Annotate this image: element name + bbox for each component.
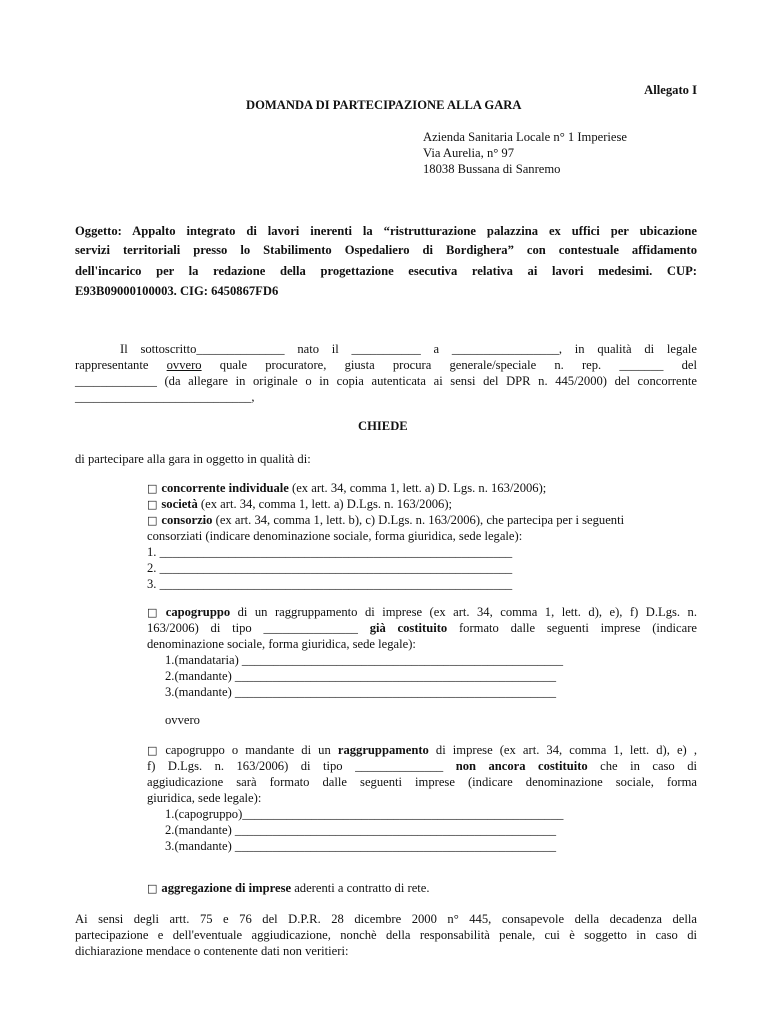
- capogruppo-line: 163/2006) di tipo _______________ già costituito formato dalle seguenti imprese (indicare: [147, 621, 697, 635]
- option-concorrente-individuale[interactable]: □ concorrente individuale (ex art. 34, comma 1, lett. a) D. Lgs. n. 163/2006);: [147, 481, 547, 495]
- capogruppo-mandante-line: aggiudicazione sarà formato dalle seguenti imprese (indicare denominazione sociale, forma: [147, 775, 697, 789]
- attachment-label: Allegato I: [644, 83, 697, 97]
- capogruppo-line: denominazione sociale, forma giuridica, sede legale):: [147, 637, 416, 651]
- subject-line: Oggetto: Appalto integrato di lavori inerenti la “ristrutturazione palazzina ex uffici per ubicazione: [75, 224, 697, 238]
- participation-intro: di partecipare alla gara in oggetto in qualità di:: [75, 452, 311, 466]
- intro-line: _____________ (da allegare in originale o in copia autenticata ai sensi del DPR n. 445/2000) del concorrente: [75, 374, 697, 388]
- consorziato-field[interactable]: 1. ________________________________________________________: [147, 545, 513, 559]
- member-field[interactable]: 1.(mandataria) ___________________________________________________: [165, 653, 564, 667]
- request-heading: CHIEDE: [358, 419, 408, 433]
- recipient-line: Via Aurelia, n° 97: [423, 146, 515, 160]
- capogruppo-mandante-line: f) D.Lgs. n. 163/2006) di tipo ______________ non ancora costituito che in caso di: [147, 759, 697, 773]
- intro-line: rappresentante ovvero quale procuratore, giusta procura generale/speciale n. rep. _______ del: [75, 358, 698, 372]
- member-field[interactable]: 2.(mandante) ___________________________________________________: [165, 669, 557, 683]
- recipient-line: Azienda Sanitaria Locale n° 1 Imperiese: [423, 130, 627, 144]
- option-capogruppo[interactable]: □ capogruppo di un raggruppamento di imprese (ex art. 34, comma 1, lett. d), e), f) D.Lgs. n.: [147, 605, 697, 619]
- consorziato-field[interactable]: 2. ________________________________________________________: [147, 561, 513, 575]
- member-field[interactable]: 3.(mandante) ___________________________________________________: [165, 839, 557, 853]
- option-consorzio[interactable]: □ consorzio (ex art. 34, comma 1, lett. b), c) D.Lgs. n. 163/2006), che partecipa per i seguenti: [147, 513, 625, 527]
- intro-line: Il sottoscritto______________ nato il ___________ a _________________, in qualità di legale: [120, 342, 697, 356]
- closing-line: dichiarazione mendace o contenente dati non veritieri:: [75, 944, 349, 958]
- subject-line: servizi territoriali presso lo Stabilimento Ospedaliero di Bordighera” con contestuale affidamento: [75, 243, 697, 257]
- checkbox-icon[interactable]: □: [147, 482, 158, 495]
- ovvero-underlined: ovvero: [166, 358, 202, 372]
- member-field[interactable]: 3.(mandante) ___________________________________________________: [165, 685, 557, 699]
- consorzio-note: consorziati (indicare denominazione sociale, forma giuridica, sede legale):: [147, 529, 523, 543]
- capogruppo-mandante-line: giuridica, sede legale):: [147, 791, 262, 805]
- ovvero-label: ovvero: [165, 713, 200, 727]
- option-aggregazione[interactable]: □ aggregazione di imprese aderenti a contratto di rete.: [147, 881, 430, 895]
- member-field[interactable]: 2.(mandante) ___________________________________________________: [165, 823, 557, 837]
- member-field[interactable]: 1.(capogruppo)___________________________________________________: [165, 807, 564, 821]
- checkbox-icon[interactable]: □: [147, 498, 158, 511]
- checkbox-icon[interactable]: □: [147, 882, 158, 895]
- checkbox-icon[interactable]: □: [147, 744, 162, 757]
- recipient-line: 18038 Bussana di Sanremo: [423, 162, 561, 176]
- option-capogruppo-mandante[interactable]: □ capogruppo o mandante di un raggruppamento di imprese (ex art. 34, comma 1, lett. d), e) ,: [147, 743, 697, 757]
- consorziato-field[interactable]: 3. ________________________________________________________: [147, 577, 513, 591]
- intro-line: ____________________________,: [75, 390, 255, 404]
- closing-line: partecipazione e dell'eventuale aggiudicazione, nonchè della responsabilità penale, cui è soggetto in caso di: [75, 928, 697, 942]
- closing-line: Ai sensi degli artt. 75 e 76 del D.P.R. 28 dicembre 2000 n° 445, consapevole della decadenza della: [75, 912, 697, 926]
- checkbox-icon[interactable]: □: [147, 606, 162, 619]
- document-title: DOMANDA DI PARTECIPAZIONE ALLA GARA: [246, 98, 522, 112]
- option-societa[interactable]: □ società (ex art. 34, comma 1, lett. a) D.Lgs. n. 163/2006);: [147, 497, 453, 511]
- subject-line: E93B09000100003. CIG: 6450867FD6: [75, 284, 279, 298]
- checkbox-icon[interactable]: □: [147, 514, 158, 527]
- subject-line: dell'incarico per la redazione della progettazione esecutiva relativa ai lavori medesimi. CUP:: [75, 264, 697, 278]
